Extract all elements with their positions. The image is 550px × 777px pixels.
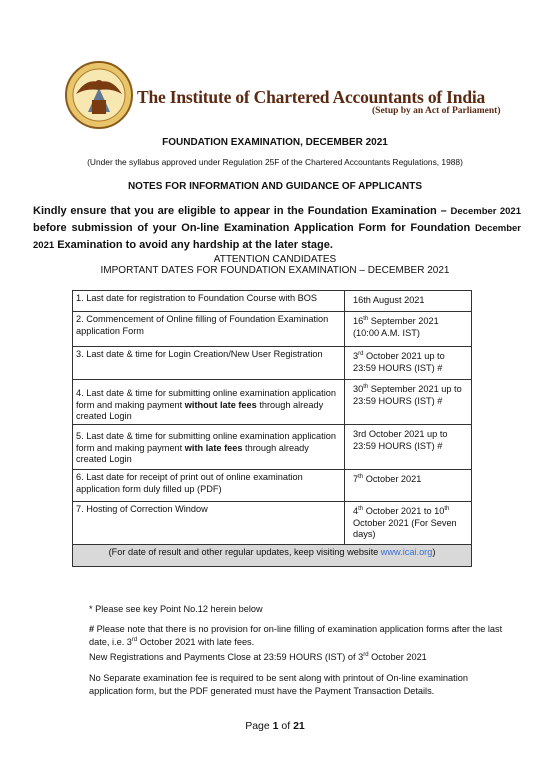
date-value: 3rd October 2021 up to 23:59 HOURS (IST) # [345,425,472,470]
syllabus-note: (Under the syllabus approved under Regulation 25F of the Chartered Accountants Regulations, 1988) [87,157,463,167]
date-label: 6. Last date for receipt of print out of online examination application form duly filled up (PDF) [73,470,345,502]
late-fee-note: # Please note that there is no provision for on-line filling of examination application forms after the last date, i.e. 3rd October 2021 with late fees. [89,624,503,647]
date-value: 30th September 2021 up to 23:59 HOURS (IST) # [345,380,472,425]
table-row [73,347,472,380]
table-footer-row [73,545,472,567]
table-row [73,291,472,312]
exam-fee-note: No Separate examination fee is required to be sent along with printout of On-line examination application form, but the PDF generated must have the Payment Transaction Details. [89,673,468,696]
attention-heading: ATTENTION CANDIDATES [213,254,337,265]
important-dates-table [72,290,472,567]
table-row [73,312,472,347]
exam-title: FOUNDATION EXAMINATION, DECEMBER 2021 [162,137,388,148]
table-row [73,425,472,470]
page-number: Page 1 of 21 [245,720,305,732]
updates-note: (For date of result and other regular updates, keep visiting website www.icai.org) [73,545,472,567]
date-value: 4th October 2021 to 10th October 2021 (For Seven days) [345,502,472,545]
icai-website-link[interactable]: www.icai.org [380,547,433,557]
important-dates-heading: IMPORTANT DATES FOR FOUNDATION EXAMINATION – DECEMBER 2021 [100,265,450,276]
registration-close-note: New Registrations and Payments Close at 23:59 HOURS (IST) of 3rd October 2021 [89,651,427,662]
date-value: 7th October 2021 [345,470,472,502]
table-row [73,502,472,545]
date-label: 5. Last date & time for submitting online examination application form and making payment with late fees through already created Login [73,425,345,470]
institute-name: The Institute of Chartered Accountants of India [137,87,486,107]
icai-emblem-icon [64,60,134,130]
institute-subtitle: (Setup by an Act of Parliament) [372,106,501,116]
date-label: 4. Last date & time for submitting online examination application form and making payment without late fees through already created Login [73,380,345,425]
table-row [73,380,472,425]
table-row [73,470,472,502]
date-value: 16th August 2021 [345,291,472,312]
eligibility-notice: Kindly ensure that you are eligible to appear in the Foundation Examination – December 2021 before submission of your On-line Examination Application Form for Foundation December 2021 Examination to avoid any hardship at the later stage. [33,205,522,251]
date-label: 2. Commencement of Online filling of Foundation Examination application Form [73,312,345,347]
key-point-note: * Please see key Point No.12 herein below [89,604,263,614]
date-value: 16th September 2021 (10:00 A.M. IST) [345,312,472,347]
date-label: 3. Last date & time for Login Creation/New User Registration [73,347,345,380]
date-value: 3rd October 2021 up to 23:59 HOURS (IST) # [345,347,472,380]
date-label: 7. Hosting of Correction Window [73,502,345,545]
notes-heading: NOTES FOR INFORMATION AND GUIDANCE OF APPLICANTS [127,181,423,192]
date-label: 1. Last date for registration to Foundation Course with BOS [73,291,345,312]
